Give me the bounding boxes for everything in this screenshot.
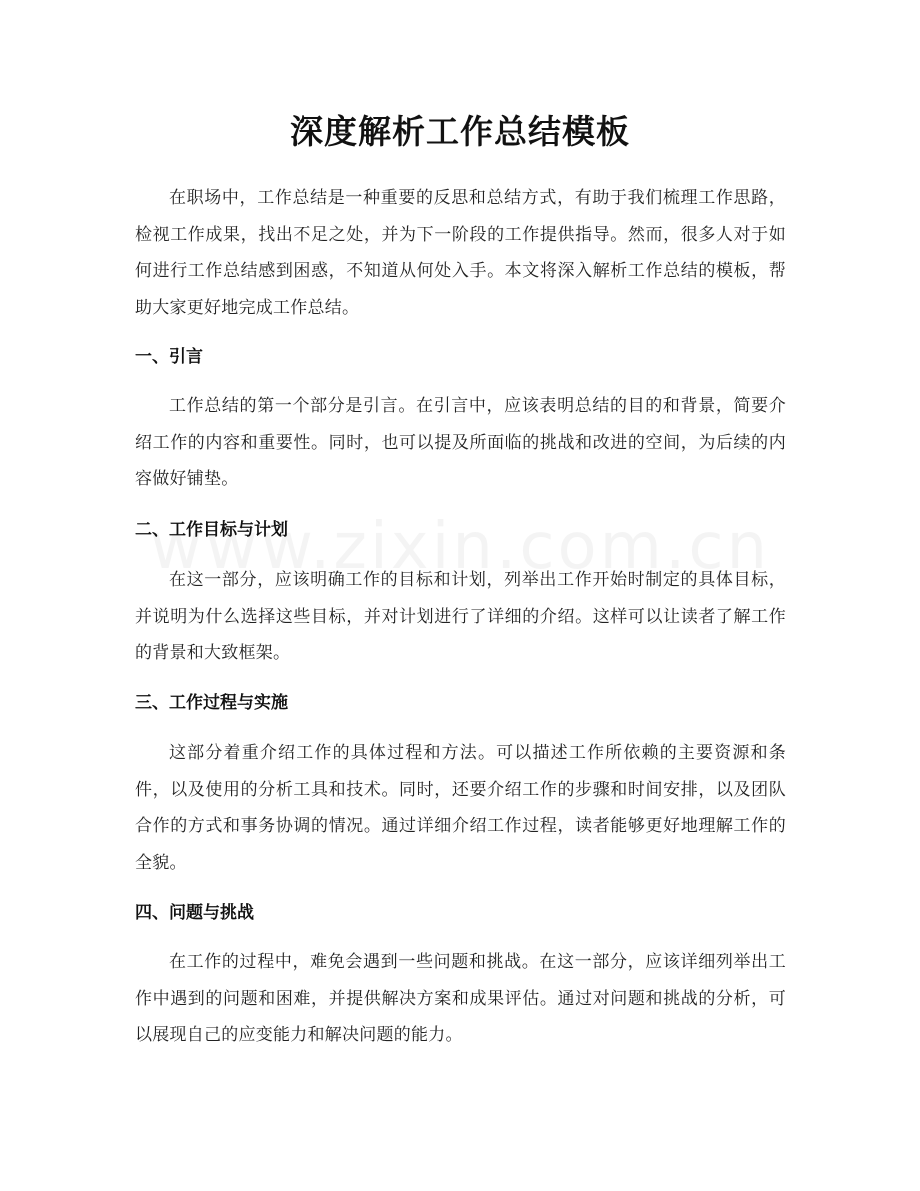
document-title: 深度解析工作总结模板 bbox=[290, 112, 630, 151]
section-heading-intro: 一、引言 bbox=[135, 347, 203, 367]
section-body-problems: 在工作的过程中，难免会遇到一些问题和挑战。在这一部分，应该详细列举出工作中遇到的问题和困难，并提供解决方案和成果评估。通过对问题和挑战的分析，可以展现自己的应变能力和解决问题的能力。 bbox=[135, 952, 786, 1045]
section-heading-process: 三、工作过程与实施 bbox=[135, 693, 288, 713]
section-body-process: 这部分着重介绍工作的具体过程和方法。可以描述工作所依赖的主要资源和条件，以及使用的分析工具和技术。同时，还要介绍工作的步骤和时间安排，以及团队合作的方式和事务协调的情况。通过详细介绍工作过程，读者能够更好地理解工作的全貌。 bbox=[135, 743, 786, 873]
section-heading-goals: 二、工作目标与计划 bbox=[135, 520, 288, 540]
section-body-intro: 工作总结的第一个部分是引言。在引言中，应该表明总结的目的和背景，简要介绍工作的内容和重要性。同时，也可以提及所面临的挑战和改进的空间，为后续的内容做好铺垫。 bbox=[135, 396, 786, 489]
section-heading-problems: 四、问题与挑战 bbox=[135, 903, 254, 923]
section-body-goals: 在这一部分，应该明确工作的目标和计划，列举出工作开始时制定的具体目标，并说明为什么选择这些目标，并对计划进行了详细的介绍。这样可以让读者了解工作的背景和大致框架。 bbox=[135, 570, 786, 663]
intro-paragraph: 在职场中，工作总结是一种重要的反思和总结方式，有助于我们梳理工作思路，检视工作成果，找出不足之处，并为下一阶段的工作提供指导。然而，很多人对于如何进行工作总结感到困惑，不知道从何处入手。本文将深入解析工作总结的模板，帮助大家更好地完成工作总结。 bbox=[135, 188, 786, 318]
